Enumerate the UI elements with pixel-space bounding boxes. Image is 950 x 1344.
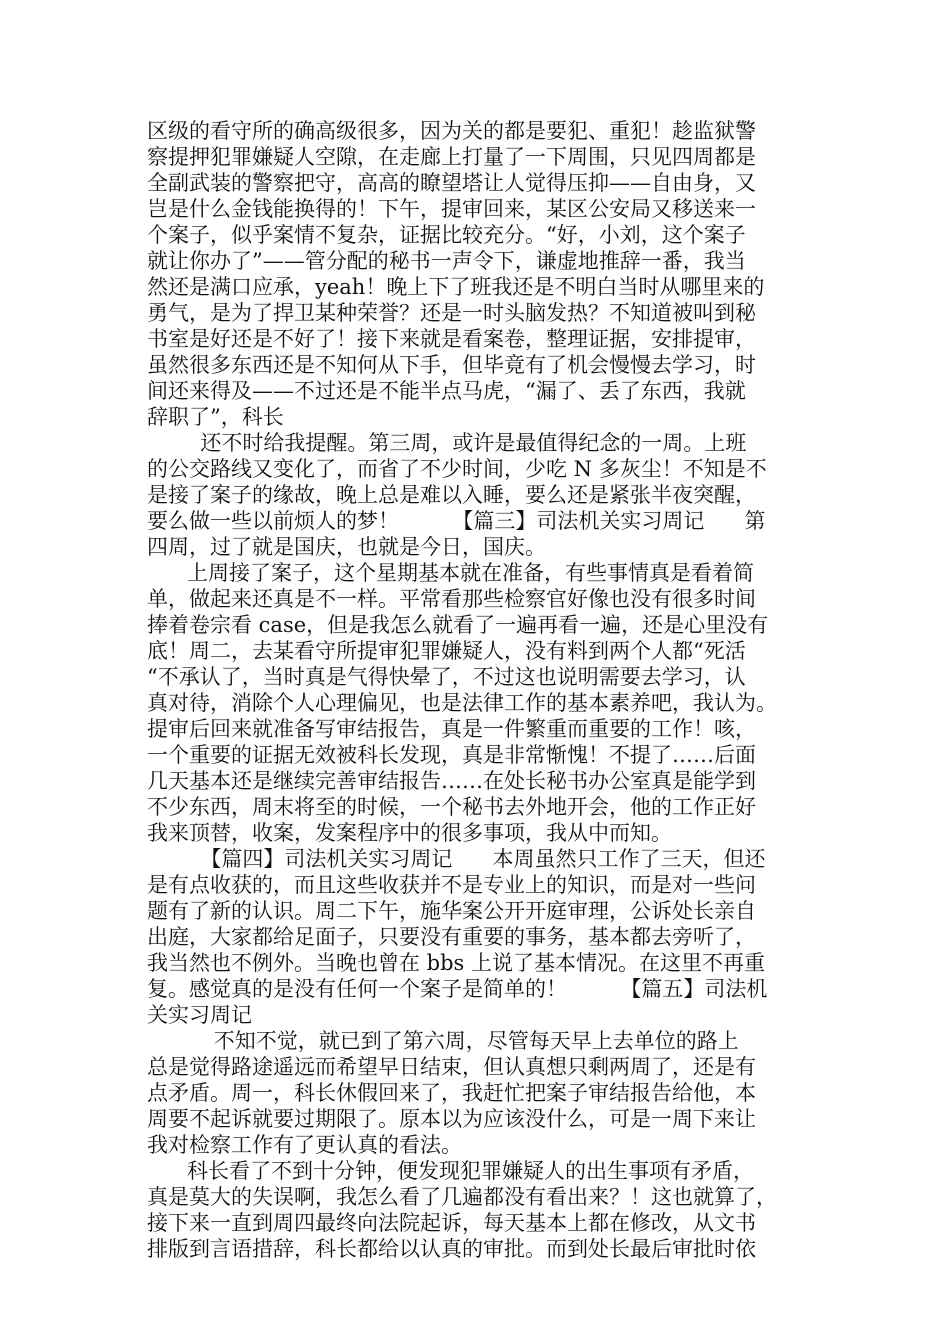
text-line: 不知不觉，就已到了第六周，尽管每天早上去单位的路上 [147,1029,739,1053]
text-line: 还不时给我提醒。第三周，或许是最值得纪念的一周。上班 [147,431,747,455]
text-line: 我来顶替，收案，发案程序中的很多事项，我从中而知。 [147,821,672,845]
text-line: 【篇四】司法机关实习周记 本周虽然只工作了三天，但还 [147,847,766,871]
text-line: 是有点收获的，而且这些收获并不是专业上的知识，而是对一些问 [147,873,756,897]
text-line: 单，做起来还真是不一样。平常看那些检察官好像也没有很多时间 [147,587,756,611]
text-line: 关实习周记 [147,1003,252,1027]
text-line: 勇气，是为了捍卫某种荣誉？还是一时头脑发热？不知道被叫到秘 [147,301,756,325]
text-line: 排版到言语措辞，科长都给以认真的审批。而到处长最后审批时依 [147,1237,756,1261]
document-page [147,118,823,1262]
text-line: 科长看了不到十分钟，便发现犯罪嫌疑人的出生事项有矛盾， [147,1159,755,1183]
text-line: 出庭，大家都给足面子，只要没有重要的事务，基本都去旁听了， [147,925,756,949]
text-line: 辞职了”，科长 [147,405,284,429]
text-line: 点矛盾。周一，科长休假回来了，我赶忙把案子审结报告给他，本 [147,1081,756,1105]
text-line: 间还来得及——不过还是不能半点马虎，“漏了、丢了东西，我就 [147,379,746,403]
text-line: 周要不起诉就要过期限了。原本以为应该没什么，可是一周下来让 [147,1107,756,1131]
text-line: 四周，过了就是国庆，也就是今日，国庆。 [147,535,546,559]
text-line: 区级的看守所的确高级很多，因为关的都是要犯、重犯！趁监狱警 [147,119,756,143]
text-line: 复。感觉真的是没有任何一个案子是简单的！ 【篇五】司法机 [147,977,768,1001]
text-line: 就让你办了”——管分配的秘书一声令下，谦虚地推辞一番，我当 [147,249,746,273]
text-line: 察提押犯罪嫌疑人空隙，在走廊上打量了一下周围，只见四周都是 [147,145,756,169]
text-line: “不承认了，当时真是气得快晕了，不过这也说明需要去学习，认 [147,665,746,689]
text-line: 捧着卷宗看 case，但是我怎么就看了一遍再看一遍，还是心里没有 [147,613,769,637]
text-line: 上周接了案子，这个星期基本就在准备，有些事情真是看着简 [147,561,755,585]
text-line: 书室是好还是不好了！接下来就是看案卷，整理证据，安排提审， [147,327,756,351]
text-line: 提审后回来就准备写审结报告，真是一件繁重而重要的工作！咳， [147,717,756,741]
text-line: 底！周二，去某看守所提审犯罪嫌疑人，没有料到两个人都“死活 [147,639,746,663]
text-line: 一个重要的证据无效被科长发现，真是非常惭愧！不提了……后面 [147,743,756,767]
text-line: 不少东西，周末将至的时候，一个秘书去外地开会，他的工作正好 [147,795,756,819]
text-line: 我当然也不例外。当晚也曾在 bbs 上说了基本情况。在这里不再重 [147,951,766,975]
text-line: 是接了案子的缘故，晚上总是难以入睡，要么还是紧张半夜突醒， [147,483,756,507]
text-line: 题有了新的认识。周二下午，施华案公开开庭审理，公诉处长亲自 [147,899,756,923]
text-line: 真对待，消除个人心理偏见，也是法律工作的基本素养吧，我认为。 [147,691,777,715]
text-line: 虽然很多东西还是不知何从下手，但毕竟有了机会慢慢去学习，时 [147,353,756,377]
text-line: 总是觉得路途遥远而希望早日结束，但认真想只剩两周了，还是有 [147,1055,756,1079]
text-line: 全副武装的警察把守，高高的瞭望塔让人觉得压抑——自由身，又 [147,171,756,195]
text-line: 要么做一些以前烦人的梦！ 【篇三】司法机关实习周记 第 [147,509,766,533]
text-line: 几天基本还是继续完善审结报告……在处长秘书办公室真是能学到 [147,769,756,793]
text-line: 接下来一直到周四最终向法院起诉，每天基本上都在修改，从文书 [147,1211,756,1235]
text-line: 真是莫大的失误啊，我怎么看了几遍都没有看出来？！这也就算了， [147,1185,777,1209]
text-line: 岂是什么金钱能换得的！下午，提审回来，某区公安局又移送来一 [147,197,756,221]
text-line: 的公交路线又变化了，而省了不少时间，少吃 N 多灰尘！不知是不 [147,457,767,481]
text-line: 我对检察工作有了更认真的看法。 [147,1133,462,1157]
text-line: 个案子，似乎案情不复杂，证据比较充分。“好，小刘，这个案子 [147,223,746,247]
text-line: 然还是满口应承，yeah！晚上下了班我还是不明白当时从哪里来的 [147,275,765,299]
